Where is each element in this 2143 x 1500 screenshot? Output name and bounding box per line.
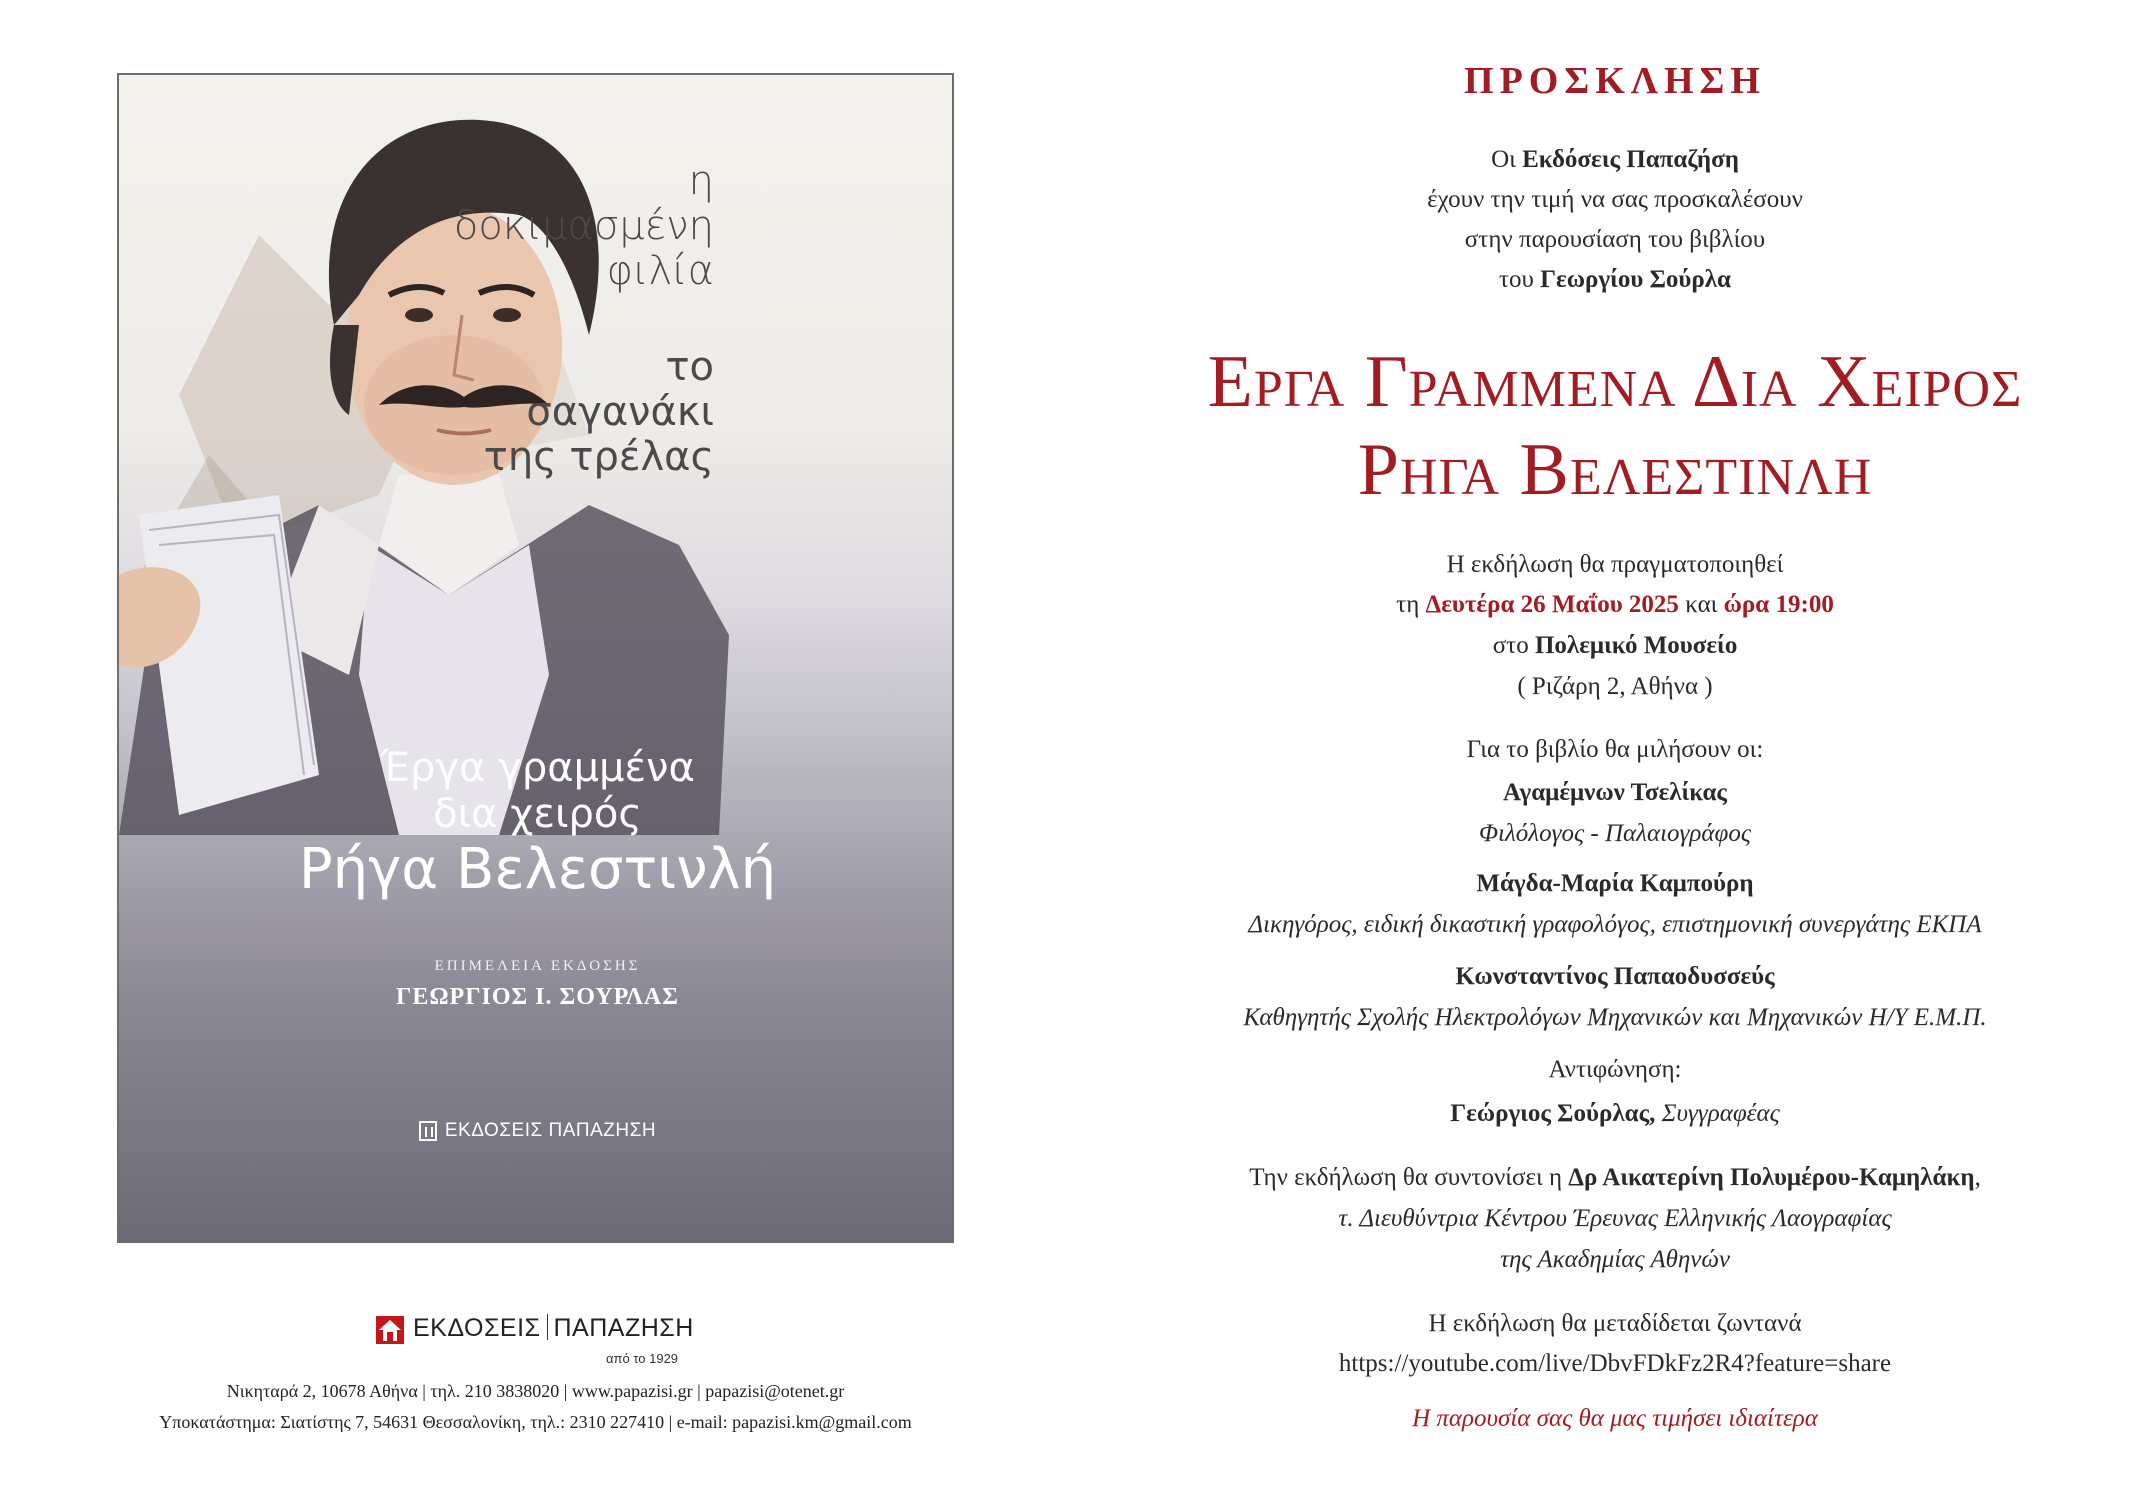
- publisher-name: Εκδόσεις Παπαζήση: [1522, 146, 1739, 173]
- logo-text-left: ΕΚΔΟΣΕΙΣ: [413, 1314, 541, 1342]
- live-label: Η εκδήλωση θα μεταδίδεται ζωντανά: [1428, 1310, 1802, 1337]
- moderator-pre: Την εκδήλωση θα συντονίσει η: [1249, 1164, 1569, 1191]
- speaker-1-name: Αγαμέμνων Τσελίκας: [1503, 779, 1727, 806]
- moderator-name: Δρ Αικατερίνη Πολυμέρου-Καμηλάκη: [1568, 1164, 1975, 1191]
- address-branch: Υποκατάστημα: Σιατίστης 7, 54631 Θεσσαλονίκη, τηλ.: 2310 227410 | e-mail: papazisi.km@gmail.com: [159, 1412, 912, 1432]
- address-main: Νικηταρά 2, 10678 Αθήνα | τηλ. 210 3838020 | www.papazisi.gr | papazisi@otenet.gr: [226, 1381, 845, 1401]
- intro-line-3: στην παρουσίαση του βιβλίου: [1464, 226, 1766, 253]
- event-address: ( Ριζάρη 2, Αθήνα ): [1517, 673, 1713, 700]
- event-date: Δευτέρα 26 Μαΐου 2025: [1425, 591, 1679, 618]
- cover-publisher: [119, 1120, 954, 1142]
- speaker-3-role: Καθηγητής Σχολής Ηλεκτρολόγων Μηχανικών και Μηχανικών Η/Υ Ε.Μ.Π.: [1243, 1004, 1987, 1031]
- reply-line: [1105, 1099, 2125, 1129]
- speakers-label: Για το βιβλίο θα μιλήσουν οι:: [1466, 736, 1764, 763]
- publisher-logo-icon: [376, 1316, 404, 1344]
- publisher-icon: [419, 1121, 437, 1141]
- cover-title-line-3: Ρήγα Βελεστινλή: [298, 837, 777, 902]
- intro-line-4: [1105, 265, 2125, 295]
- tagline-2-line-1: το: [665, 344, 714, 390]
- moderator-post: ,: [1974, 1164, 1981, 1191]
- closing-note: Η παρουσία σας θα μας τιμήσει ιδιαίτερα: [1412, 1405, 1818, 1432]
- book-title-line-2: Ρηγα Βελεστινλη: [1357, 429, 1873, 511]
- author-name: Γεωργίου Σούρλα: [1540, 266, 1732, 293]
- intro-1-pre: Οι: [1491, 146, 1523, 173]
- speaker-2-role: Δικηγόρος, ειδική δικαστική γραφολόγος, επιστημονική συνεργάτης ΕΚΠΑ: [1248, 911, 1982, 938]
- event-2-pre: τη: [1396, 591, 1426, 618]
- editor-label: ΕΠΙΜΕΛΕΙΑ ΕΚΔΟΣΗΣ: [434, 958, 641, 974]
- intro-4-pre: του: [1498, 266, 1541, 293]
- cover-title-line-1: Έργα γραμμένα: [380, 745, 695, 791]
- event-2-mid: και: [1678, 591, 1724, 618]
- logo-text-right: ΠΑΠΑΖΗΣΗ: [553, 1314, 694, 1342]
- event-line-1: Η εκδήλωση θα πραγματοποιηθεί: [1446, 551, 1784, 578]
- reply-label: Αντιφώνηση:: [1548, 1056, 1682, 1083]
- book-title-line-1: Εργα Γραμμενα Δια Χειρος: [1207, 341, 2023, 423]
- event-venue: Πολεμικό Μουσείο: [1534, 632, 1738, 659]
- live-url-link[interactable]: https://youtube.com/live/DbvFDkFz2R4?feature=share: [1338, 1350, 1892, 1377]
- event-time: ώρα 19:00: [1723, 591, 1834, 618]
- tagline-1-line-2: δοκιμασμένη: [453, 203, 714, 249]
- intro-line-2: έχουν την τιμή να σας προσκαλέσουν: [1427, 186, 1803, 213]
- publisher-logo-text: [413, 1314, 694, 1343]
- publisher-since: από το 1929: [606, 1351, 679, 1366]
- tagline-1-line-3: φιλία: [606, 248, 714, 294]
- reply-name: Γεώργιος Σούρλας,: [1450, 1100, 1656, 1127]
- cover-title-line-2: δια χειρός: [433, 791, 642, 837]
- moderator-role-1: τ. Διευθύντρια Κέντρου Έρευνας Ελληνικής Λαογραφίας: [1338, 1205, 1892, 1232]
- moderator-line: [1105, 1163, 2125, 1193]
- book-cover: [117, 73, 954, 1243]
- book-title: [1105, 338, 2125, 514]
- editor-name: ΓΕΩΡΓΙΟΣ Ι. ΣΟΥΡΛΑΣ: [396, 984, 679, 1010]
- event-3-pre: στο: [1492, 632, 1535, 659]
- cover-publisher-name: ΕΚΔΟΣΕΙΣ ΠΑΠΑΖΗΣΗ: [444, 1120, 657, 1141]
- event-line-3: [1105, 631, 2125, 661]
- logo-divider: [547, 1314, 548, 1340]
- moderator-role-2: της Ακαδημίας Αθηνών: [1500, 1246, 1730, 1273]
- tagline-1-line-1: η: [688, 158, 714, 204]
- speaker-3-name: Κωνσταντίνος Παπαοδυσσεύς: [1455, 963, 1775, 990]
- intro-line-1: [1105, 145, 2125, 175]
- reply-role: Συγγραφέας: [1655, 1100, 1780, 1127]
- cover-tagline-2: [484, 345, 714, 480]
- tagline-2-line-2: σαγανάκι: [526, 389, 714, 435]
- cover-title: [119, 745, 954, 903]
- speaker-1-role: Φιλόλογος - Παλαιογράφος: [1479, 820, 1751, 847]
- tagline-2-line-3: της τρέλας: [483, 434, 714, 480]
- speaker-2-name: Μάγδα-Μαρία Καμπούρη: [1476, 870, 1754, 897]
- event-line-2: [1105, 590, 2125, 620]
- invitation-heading: ΠΡΟΣΚΛΗΣΗ: [1464, 60, 1766, 102]
- cover-tagline-1: [454, 159, 714, 294]
